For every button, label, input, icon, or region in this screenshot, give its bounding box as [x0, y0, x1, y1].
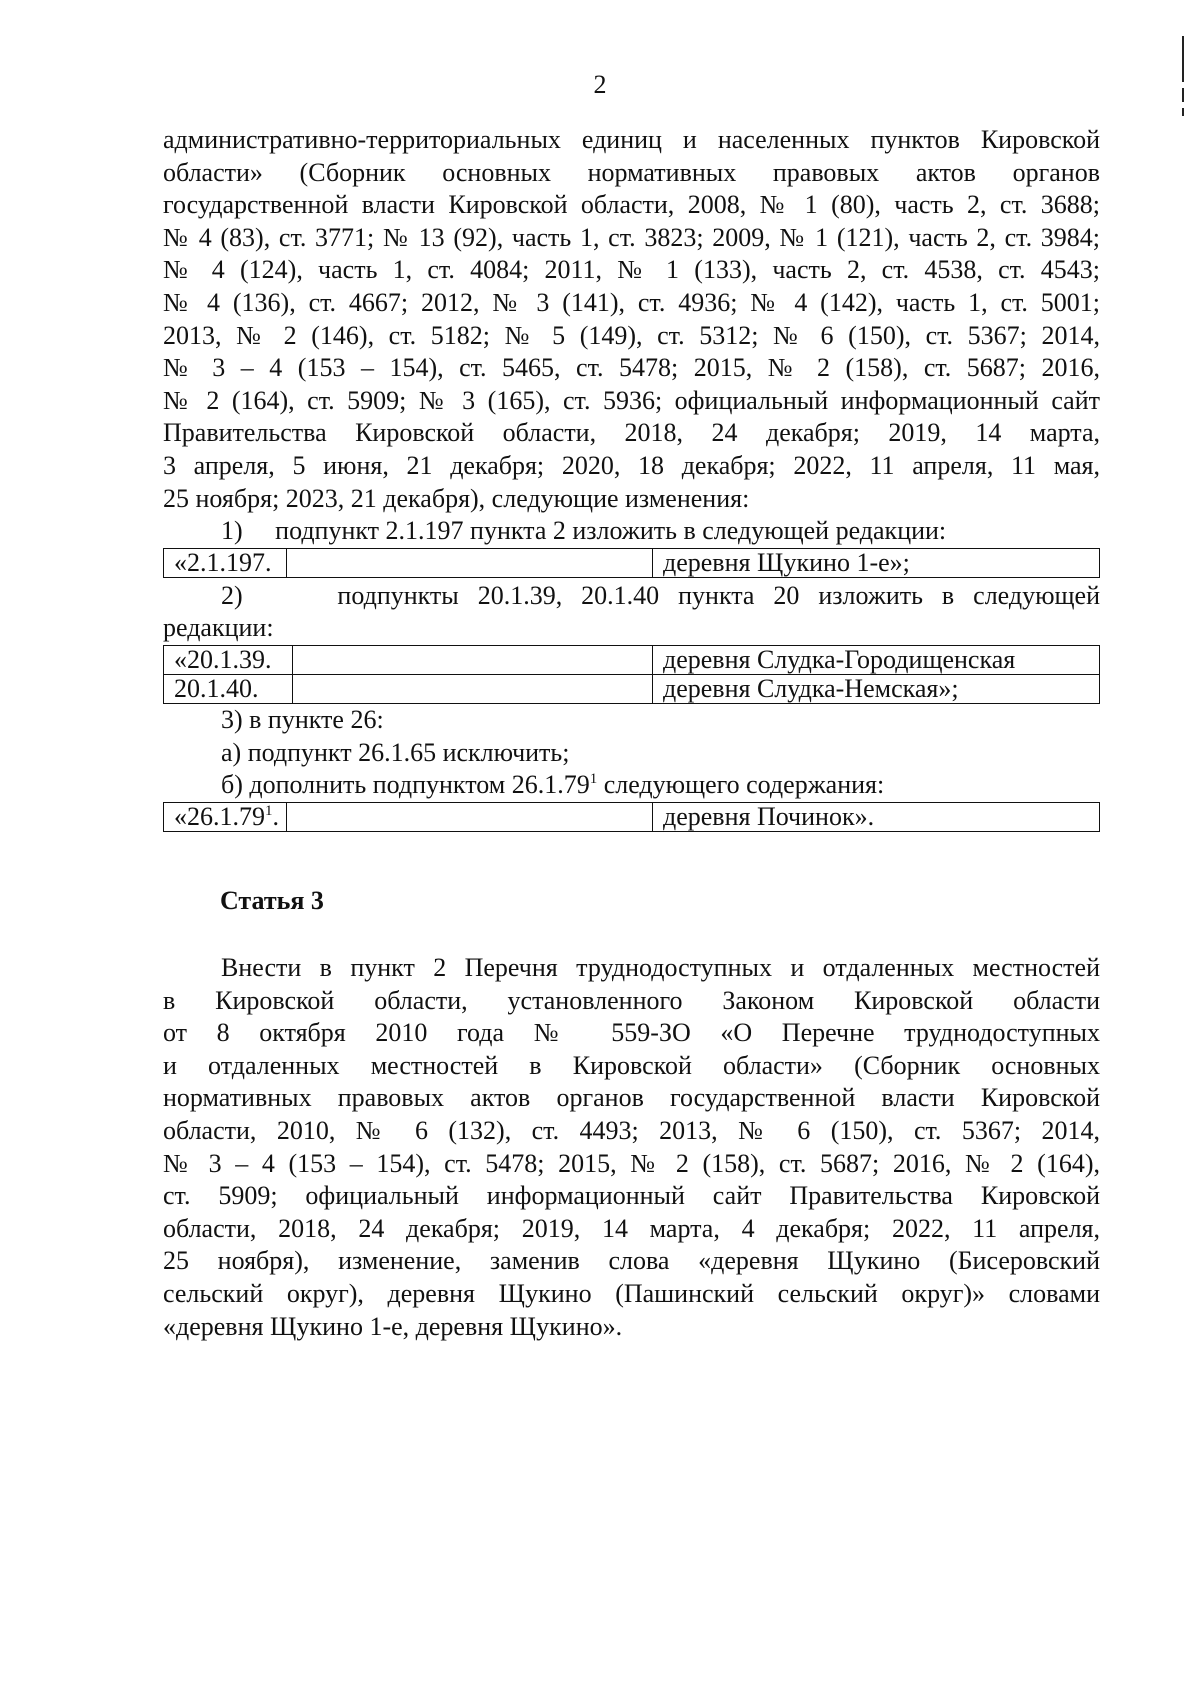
table-cell-empty — [287, 548, 653, 577]
table-cell-code — [164, 802, 287, 831]
article-2-body — [163, 124, 1100, 832]
intro-line: № 4 (136), ст. 4667; 2012, № 3 (141), ст. 4936; № 4 (142), часть 1, ст. 5001; — [163, 287, 1100, 317]
article-3-line: ст. 5909; официальный информационный сайт Правительства Кировской — [163, 1181, 1100, 1211]
intro-line: административно-территориальных единиц и населенных пунктов Кировской — [163, 125, 1100, 154]
article-3-line: 25 ноября), изменение, заменив слова «деревня Щукино (Бисеровский — [163, 1246, 1100, 1276]
intro-line: государственной власти Кировской области, 2008, № 1 (80), часть 2, ст. 3688; — [163, 190, 1100, 220]
article-3-line: нормативных правовых актов органов государственной власти Кировской — [163, 1083, 1100, 1113]
article-3-line: «деревня Щукино 1-е, деревня Щукино». — [163, 1311, 623, 1341]
article-3-line: области, 2010, № 6 (132), ст. 4493; 2013, № 6 (150), ст. 5367; 2014, — [163, 1115, 1100, 1145]
item-2-text-continued: редакции: — [163, 613, 274, 643]
page-number: 2 — [593, 70, 607, 99]
intro-line: 2013, № 2 (146), ст. 5182; № 5 (149), ст. 5312; № 6 (150), ст. 5367; 2014, — [163, 320, 1100, 350]
intro-line: № 4 (83), ст. 3771; № 13 (92), часть 1, ст. 3823; 2009, № 1 (121), часть 2, ст. 3984; — [163, 222, 1100, 252]
table-row — [164, 674, 1100, 703]
intro-line: Правительства Кировской области, 2018, 24 декабря; 2019, 14 марта, — [163, 418, 1100, 448]
article-3-line: от 8 октября 2010 года № 559-ЗО «О Перечне труднодоступных — [163, 1018, 1100, 1048]
intro-line: 25 ноября; 2023, 21 декабря), следующие изменения: — [163, 483, 750, 513]
table-cell-code: «20.1.39. — [164, 645, 293, 674]
article-3-line: сельский округ), деревня Щукино (Пашинский сельский округ)» словами — [163, 1278, 1100, 1308]
table-cell-name: деревня Щукино 1-е»; — [653, 548, 1100, 577]
scan-edge-mark — [1182, 36, 1184, 82]
article-3-line: № 3 – 4 (153 – 154), ст. 5478; 2015, № 2 (158), ст. 5687; 2016, № 2 (164), — [163, 1148, 1100, 1178]
table-cell-code: «2.1.197. — [164, 548, 287, 577]
article-3-line: и отдаленных местностей в Кировской области» (Сборник основных — [163, 1050, 1100, 1080]
superscript: 1 — [589, 771, 598, 788]
code-main: «26.1.79 — [174, 801, 265, 831]
article-3-line: области, 2018, 24 декабря; 2019, 14 марта, 4 декабря; 2022, 11 апреля, — [163, 1213, 1100, 1243]
table-cell-name: деревня Слудка-Городищенская — [653, 645, 1100, 674]
article-3-line: Внести в пункт 2 Перечня труднодоступных и отдаленных местностей — [221, 953, 1100, 982]
item-3b-tail: следующего содержания: — [597, 770, 885, 800]
table-row — [164, 548, 1100, 577]
intro-line: 3 апреля, 5 июня, 21 декабря; 2020, 18 декабря; 2022, 11 апреля, 11 мая, — [163, 450, 1100, 480]
intro-line: № 2 (164), ст. 5909; № 3 (165), ст. 5936; официальный информационный сайт — [163, 385, 1100, 415]
scan-edge-mark — [1182, 108, 1184, 116]
table-cell-empty — [293, 645, 653, 674]
article-3-line: в Кировской области, установленного Законом Кировской области — [163, 985, 1100, 1015]
code-tail: . — [272, 801, 279, 831]
scan-edge-mark — [1182, 88, 1184, 102]
article-heading: Статья 3 — [220, 886, 324, 915]
item-1-text: 1) подпункт 2.1.197 пункта 2 изложить в следующей редакции: — [221, 516, 947, 546]
table-cell-name: деревня Слудка-Немская»; — [653, 674, 1100, 703]
intro-line: № 4 (124), часть 1, ст. 4084; 2011, № 1 (133), часть 2, ст. 4538, ст. 4543; — [163, 255, 1100, 285]
intro-line: области» (Сборник основных нормативных правовых актов органов — [163, 157, 1100, 187]
item-3-table — [163, 802, 1100, 832]
item-3b-text — [163, 769, 1100, 802]
item-3-text: 3) в пункте 26: — [221, 704, 384, 734]
table-cell-empty — [287, 802, 653, 831]
table-cell-empty — [293, 674, 653, 703]
item-1-table — [163, 548, 1100, 578]
item-2-text: 2) подпункты 20.1.39, 20.1.40 пункта 20 изложить в следующей — [221, 580, 1100, 610]
intro-line: № 3 – 4 (153 – 154), ст. 5465, ст. 5478; 2015, № 2 (158), ст. 5687; 2016, — [163, 353, 1100, 383]
item-3a-text: а) подпункт 26.1.65 исключить; — [221, 737, 570, 767]
table-row — [164, 802, 1100, 831]
item-2-table — [163, 645, 1100, 704]
superscript: 1 — [265, 802, 273, 819]
table-cell-name: деревня Починок». — [653, 802, 1100, 831]
article-3-body — [163, 952, 1100, 1343]
table-cell-code: 20.1.40. — [164, 674, 293, 703]
item-3b-main: б) дополнить подпунктом 26.1.79 — [221, 770, 590, 800]
table-row — [164, 645, 1100, 674]
